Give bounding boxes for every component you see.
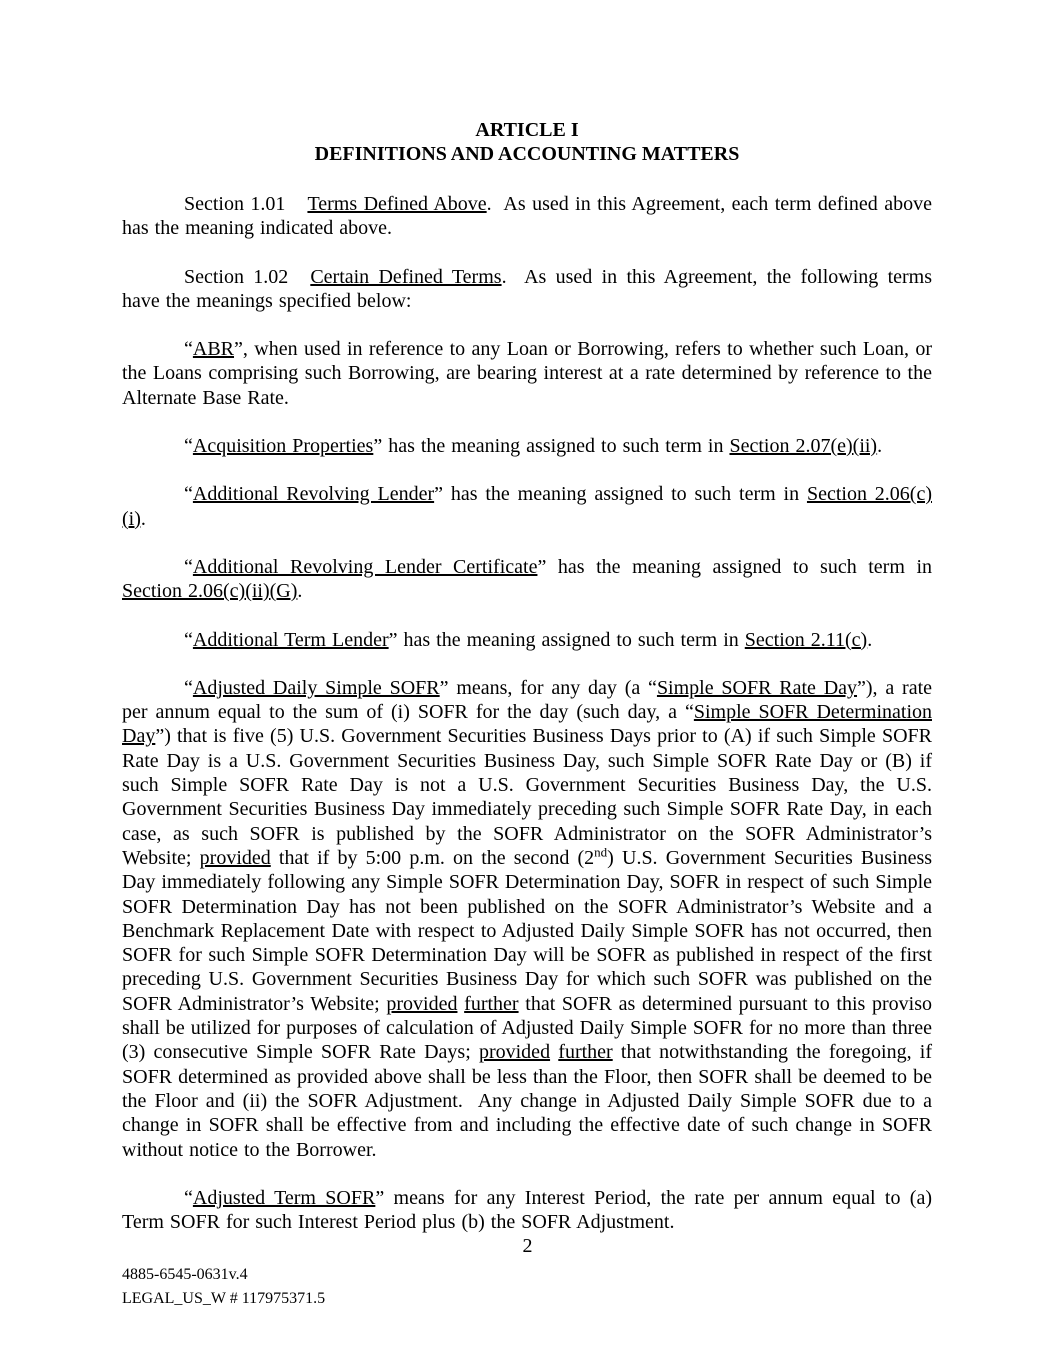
text-run: . As used in this Agreement, each term defined above has the meaning indicated above. [122, 193, 932, 240]
underlined-term: Section 2.06(c)(i) [122, 483, 932, 530]
text-run: “ [184, 435, 193, 458]
underlined-term: Acquisition Properties [192, 435, 374, 458]
page-number: 2 [522, 1235, 533, 1257]
text-run: “ [184, 1186, 193, 1209]
paragraph [122, 265, 932, 314]
underlined-term: Section 2.11(c) [744, 628, 868, 651]
text-run: “ [184, 483, 193, 506]
underlined-term: Additional Revolving Lender [192, 483, 435, 506]
paragraph [122, 555, 932, 604]
underlined-term: Section 2.07(e)(ii) [729, 435, 878, 458]
article-heading-line2: DEFINITIONS AND ACCOUNTING MATTERS [314, 143, 740, 165]
paragraph [122, 1186, 932, 1235]
text-run: ) U.S. Government Securities Business Day immediately following any Simple SOFR Determination Day, SOFR in respect of such Simple SOFR Determination Day has not been published on the SOFR Administrator’s Website and a Benchmark Replacement Date with respect to Adjusted Daily Simple SOFR has not occurred, then SOFR for such Simple SOFR Determination Day will be SOFR as published in respect of the first preceding U.S. Government Securities Business Day for which such SOFR was published on the SOFR Administrator’s Website; [122, 846, 933, 1015]
text-run: Section 1.01 [184, 193, 286, 215]
paragraph [122, 337, 932, 410]
document-footer [122, 1263, 325, 1311]
text-run: ” means for any Interest Period, the rate per annum equal to (a) Term SOFR for such Interest Period plus (b) the SOFR Adjustment. [122, 1186, 932, 1234]
text-run: . [297, 580, 303, 603]
underlined-term: Adjusted Term SOFR [192, 1186, 376, 1209]
article-heading [122, 118, 932, 166]
paragraph [122, 192, 932, 241]
underlined-term: further [464, 992, 519, 1015]
underlined-term: Simple SOFR Determination Day [122, 701, 932, 748]
document-footer-id-line1: 4885-6545-0631v.4 [122, 1266, 248, 1283]
underlined-term: Section 2.06(c)(ii)(G) [122, 580, 298, 603]
text-run: . As used in this Agreement, the following terms have the meanings specified below: [122, 265, 932, 312]
text-run: “ [184, 338, 193, 361]
text-run: “ [184, 628, 193, 651]
paragraph [122, 628, 932, 652]
underlined-term: Certain Defined Terms [310, 265, 502, 288]
text-run: “ [184, 555, 193, 578]
text-run: “ [184, 676, 193, 699]
text-run: . [877, 435, 883, 458]
paragraph [122, 434, 932, 458]
text-run: ” has the meaning assigned to such term in [388, 628, 745, 651]
article-heading-line1: ARTICLE I [475, 119, 579, 141]
text-run: . [867, 628, 873, 651]
paragraph [122, 676, 932, 1162]
underlined-term: Terms Defined Above [307, 193, 487, 215]
underlined-term: ABR [192, 338, 235, 361]
underlined-term: further [558, 1041, 613, 1064]
underlined-term: Additional Term Lender [192, 628, 389, 651]
paragraph [122, 482, 932, 531]
text-run: ” means, for any day (a “ [439, 676, 657, 699]
text-run: ”, when used in reference to any Loan or Borrowing, refers to whether such Loan, or the Loans comprising such Borrowing, are bearing interest at a rate determined by reference to the Alternate Base Rate. [122, 338, 932, 409]
document-body [122, 192, 932, 1234]
text-run: that if by 5:00 p.m. on the second (2 [270, 846, 595, 869]
underlined-term: provided [199, 846, 271, 869]
text-run: ” has the meaning assigned to such term in [537, 555, 933, 578]
text-run: Section 1.02 [184, 265, 289, 288]
underlined-term: Additional Revolving Lender Certificate [192, 555, 538, 578]
underlined-term: Simple SOFR Rate Day [656, 676, 858, 699]
text-run: ”), a rate per annum equal to the sum of (i) SOFR for the day (such day, a “ [122, 676, 933, 724]
text-run: that SOFR as determined pursuant to this proviso shall be utilized for purposes of calculation of Adjusted Daily Simple SOFR for no more than three (3) consecutive Simple SOFR Rate Days; [122, 992, 932, 1064]
text-run: ” has the meaning assigned to such term in [373, 435, 730, 458]
document-content [122, 118, 932, 1258]
underlined-term: provided [478, 1041, 551, 1064]
text-run: ”) that is five (5) U.S. Government Securities Business Days prior to (A) if such Simple SOFR Rate Day is a U.S. Government Securities Business Day, such Simple SOFR Rate Day or (B) if such Simple SOFR Rate Day is not a U.S. Government Securities Business Day, the U.S. Government Securities Business Day immediately preceding such Simple SOFR Rate Day, in each case, as such SOFR is published by the SOFR Administrator on the SOFR Administrator’s Website; [122, 725, 932, 869]
text-run: . [140, 507, 146, 530]
document-footer-id-line2: LEGAL_US_W # 117975371.5 [122, 1290, 326, 1307]
text-run: ” has the meaning assigned to such term in [434, 483, 807, 506]
text-run: nd [594, 844, 608, 860]
underlined-term: provided [386, 992, 458, 1015]
text-run: that notwithstanding the foregoing, if SOFR determined as provided above shall be less than the Floor, then SOFR shall be deemed to be the Floor and (ii) the SOFR Adjustment. Any change in Adjusted Daily Simple SOFR due to a change in SOFR shall be effective from and including the effective date of such change in SOFR without notice to the Borrower. [122, 1041, 933, 1161]
underlined-term: Adjusted Daily Simple SOFR [192, 676, 440, 699]
